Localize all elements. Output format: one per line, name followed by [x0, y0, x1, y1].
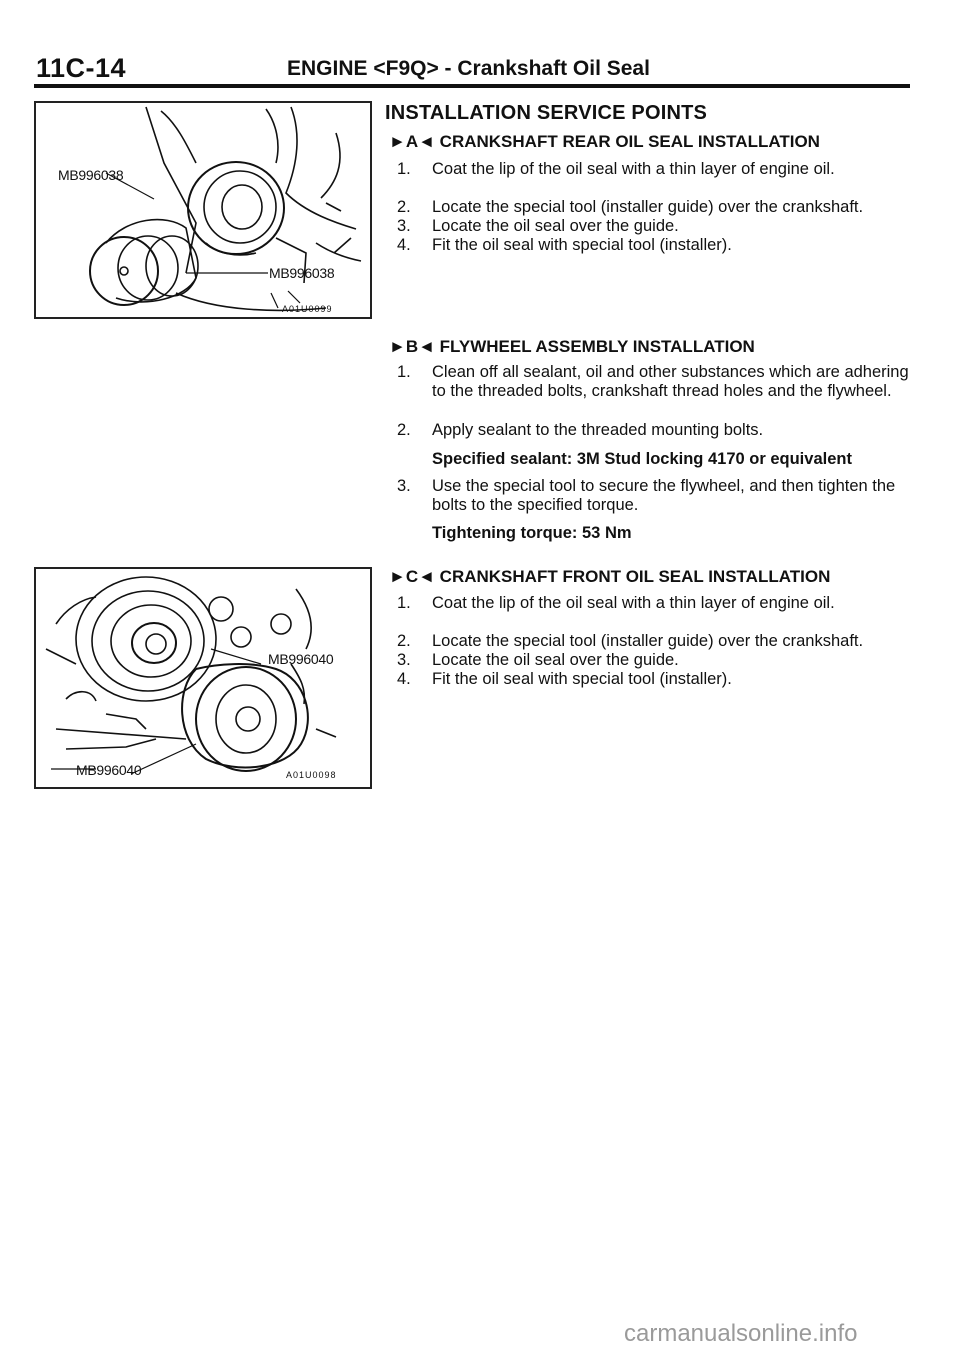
page-header: [0, 0, 960, 90]
spec-torque: Tightening torque: 53 Nm: [432, 524, 632, 542]
subheading-b: [389, 337, 755, 357]
marker-c: ►C◄: [389, 567, 435, 586]
front-oil-seal-illustration: [36, 569, 370, 787]
step-number: 4.: [397, 236, 411, 254]
heading-b: FLYWHEEL ASSEMBLY INSTALLATION: [439, 337, 755, 356]
subheading-a: [389, 132, 820, 152]
step-text: Locate the oil seal over the guide.: [432, 217, 679, 235]
step-number: 2.: [397, 421, 411, 439]
step-text: Fit the oil seal with special tool (installer).: [432, 236, 732, 254]
rear-oil-seal-illustration: [36, 103, 370, 317]
tool-label: MB996040: [76, 762, 142, 778]
figure-code: A01U0099: [282, 304, 333, 314]
spec-sealant: Specified sealant: 3M Stud locking 4170 or equivalent: [432, 450, 852, 468]
page-number: 11C-14: [36, 53, 127, 83]
step-number: 2.: [397, 198, 411, 216]
page-title: ENGINE <F9Q> - Crankshaft Oil Seal: [287, 57, 650, 80]
tool-label: MB996038: [269, 265, 335, 281]
tool-label: MB996040: [268, 651, 334, 667]
step-text: Coat the lip of the oil seal with a thin layer of engine oil.: [432, 594, 835, 612]
step-number: 1.: [397, 594, 411, 612]
heading-a: CRANKSHAFT REAR OIL SEAL INSTALLATION: [439, 132, 820, 151]
step-text: Locate the special tool (installer guide) over the crankshaft.: [432, 198, 864, 216]
marker-a: ►A◄: [389, 132, 435, 151]
step-text: Locate the special tool (installer guide) over the crankshaft.: [432, 632, 864, 650]
step-text: Apply sealant to the threaded mounting bolts.: [432, 421, 764, 439]
section-title: INSTALLATION SERVICE POINTS: [385, 102, 708, 124]
tool-label: MB996038: [58, 167, 124, 183]
figure-front-oil-seal: [34, 567, 372, 789]
watermark: carmanualsonline.info: [624, 1320, 858, 1347]
step-text: Use the special tool to secure the flywheel, and then tighten the bolts to the specified torque.: [432, 477, 896, 514]
step-number: 2.: [397, 632, 411, 650]
marker-b: ►B◄: [389, 337, 435, 356]
figure-code: A01U0098: [286, 770, 337, 780]
step-number: 3.: [397, 477, 411, 495]
subheading-c: [389, 567, 830, 587]
step-number: 3.: [397, 217, 411, 235]
header-rule: [34, 84, 910, 88]
step-text: Locate the oil seal over the guide.: [432, 651, 679, 669]
step-text: Fit the oil seal with special tool (installer).: [432, 670, 732, 688]
step-text: Clean off all sealant, oil and other substances which are adhering to the threaded bolts, crankshaft thread holes and the flywheel.: [432, 363, 909, 400]
step-number: 1.: [397, 363, 411, 381]
step-number: 1.: [397, 160, 411, 178]
heading-c: CRANKSHAFT FRONT OIL SEAL INSTALLATION: [439, 567, 831, 586]
figure-rear-oil-seal: [34, 101, 372, 319]
step-text: Coat the lip of the oil seal with a thin layer of engine oil.: [432, 160, 835, 178]
step-number: 4.: [397, 670, 411, 688]
step-number: 3.: [397, 651, 411, 669]
